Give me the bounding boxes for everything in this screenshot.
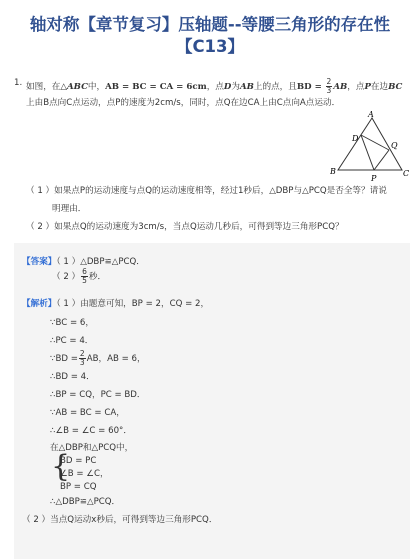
label-c: C [403, 169, 410, 178]
problem-stem-line-1: 如图，在△ABC中，AB = BC = CA = 6cm，点D为AB上的点，且BD = $\frac{2}{3}$ AB，点P在边BC [26, 77, 403, 95]
label-b: B [330, 167, 336, 176]
analysis-line-10: ∴△DBP≌△PCQ． [50, 497, 121, 507]
problem-number: 1. [14, 78, 23, 88]
question-1-cont: 明理由． [52, 204, 87, 214]
analysis-line-3: ∴PC = 4． [50, 336, 94, 346]
question-1: （ 1 ）如果点P的运动速度与点Q的运动速度相等，经过1秒后，△DBP与△PCQ是否全等？请说 [26, 186, 387, 196]
analysis-line-4: ∵BD = $\frac{2}{3}$ AB，AB = 6， [50, 349, 146, 367]
fraction-six-fifths: $\frac{6}{5}$ [82, 267, 87, 285]
answer-line-1: 【答案】（ 1 ）△DBP≌△PCQ． [22, 257, 145, 267]
answer-panel [14, 243, 410, 559]
page-title [0, 14, 420, 58]
label-p: P [371, 174, 377, 183]
analysis-line-11: （ 2 ）当点Q运动x秒后，可得到等边三角形PCQ． [22, 515, 218, 525]
triangle-figure [330, 108, 412, 184]
answer-tag: 【答案】 [22, 257, 57, 267]
label-q: Q [391, 141, 398, 150]
system-eq-2: ∠B = ∠C， [60, 469, 109, 479]
analysis-line-2: ∵BC = 6， [50, 318, 94, 328]
fraction-two-thirds-2: $\frac{2}{3}$ [79, 349, 85, 367]
analysis-line-6: ∴BP = CQ，PC = BD． [50, 390, 146, 400]
analysis-tag: 【解析】 [22, 299, 57, 309]
system-brace: { [51, 449, 71, 484]
analysis-line-1: 【解析】（ 1 ）由题意可知，BP = 2，CQ = 2， [22, 299, 210, 309]
analysis-line-7: ∵AB = BC = CA， [50, 408, 125, 418]
title-line-2: 【C13】 [175, 37, 245, 56]
title-line-1: 轴对称【章节复习】压轴题--等腰三角形的存在性 [29, 15, 391, 34]
problem-stem-line-2: 上由B点向C点运动，点P的速度为2cm/s，同时，点Q在边CA上由C点向A点运动． [26, 98, 341, 108]
label-a: A [368, 110, 374, 119]
analysis-line-5: ∴BD = 4． [50, 372, 95, 382]
label-d: D [352, 134, 359, 143]
analysis-line-8: ∴∠B = ∠C = 60°． [50, 426, 132, 436]
fraction-two-thirds: $\frac{2}{3}$ [326, 77, 332, 95]
analysis-line-9: 在△DBP和△PCQ中， [50, 443, 134, 453]
system-eq-3: BP = CQ [60, 482, 97, 492]
answer-line-2: （ 2 ） $\frac{6}{5}$ 秒． [52, 267, 107, 285]
question-2: （ 2 ）如果点Q的运动速度为3cm/s，当点Q运动几秒后，可得到等边三角形PCQ？ [26, 222, 344, 232]
system-eq-1: BD = PC [60, 456, 97, 466]
